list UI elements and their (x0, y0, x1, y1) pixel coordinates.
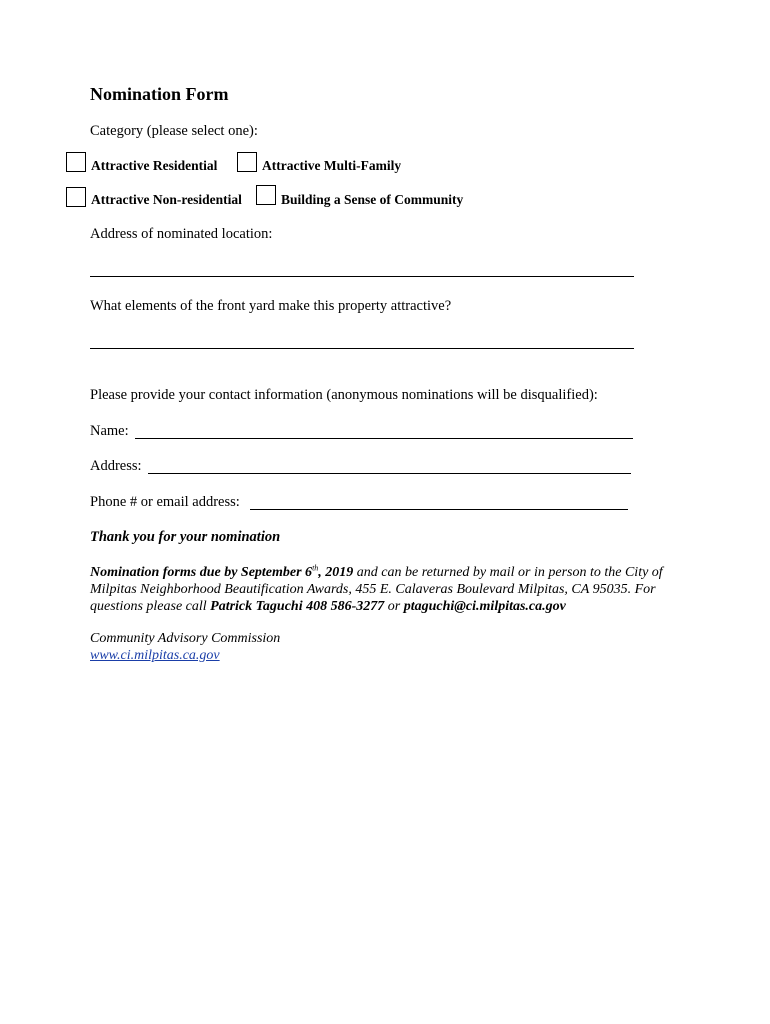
name-field-label: Name: (90, 423, 129, 439)
contact-name-phone: Patrick Taguchi 408 586-3277 (210, 599, 385, 614)
footer (90, 630, 280, 664)
address-field-label: Address: (90, 458, 142, 474)
website-link[interactable]: www.ci.milpitas.ca.gov (90, 648, 220, 663)
category-label-attractive-non-residential: Attractive Non-residential (91, 192, 242, 207)
due-notice (90, 564, 680, 615)
checkbox-building-sense-of-community[interactable] (256, 185, 276, 205)
address-prompt: Address of nominated location: (90, 226, 273, 242)
elements-answer-line[interactable] (90, 348, 634, 349)
checkbox-attractive-multi-family[interactable] (237, 152, 257, 172)
checkbox-attractive-residential[interactable] (66, 152, 86, 172)
notice-body: and can be returned by mail or in person to the City of Milpitas Neighborhood Beautification Awards, 455 E. Calaveras Boulevard Milpitas, CA 95035. For questions please call (90, 565, 663, 614)
name-field-line[interactable] (135, 438, 633, 439)
footer-org: Community Advisory Commission (90, 631, 281, 646)
checkbox-attractive-non-residential[interactable] (66, 187, 86, 207)
category-label-building-sense-of-community: Building a Sense of Community (281, 192, 464, 207)
notice-or: or (384, 599, 404, 614)
category-prompt: Category (please select one): (90, 123, 258, 139)
category-label-attractive-multi-family: Attractive Multi-Family (262, 158, 402, 173)
category-label-attractive-residential: Attractive Residential (91, 158, 218, 173)
form-title: Nomination Form (90, 84, 229, 104)
elements-prompt: What elements of the front yard make this property attractive? (90, 298, 452, 314)
address-field-line[interactable] (148, 473, 631, 474)
contact-field-line[interactable] (250, 509, 628, 510)
address-answer-line[interactable] (90, 276, 634, 277)
contact-email: ptaguchi@ci.milpitas.ca.gov (403, 599, 566, 614)
due-date-suffix: , 2019 (318, 565, 354, 580)
thank-you-text: Thank you for your nomination (90, 529, 281, 545)
contact-field-label: Phone # or email address: (90, 494, 240, 510)
contact-prompt: Please provide your contact information (anonymous nominations will be disqualified): (90, 387, 598, 403)
due-date-prefix: Nomination forms due by September 6 (90, 565, 313, 580)
due-date-sup: th (312, 563, 319, 573)
